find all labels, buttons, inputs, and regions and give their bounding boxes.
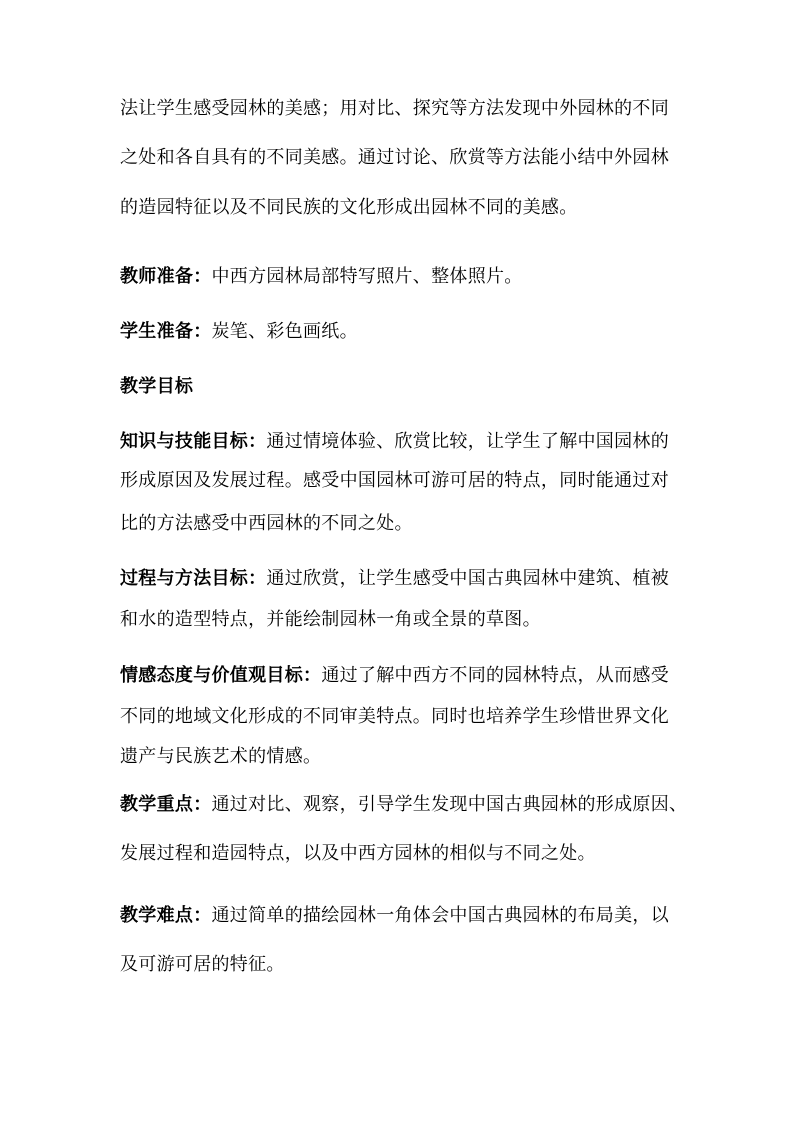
process-line-2: 和水的造型特点，并能绘制园林一角或全景的草图。 (120, 609, 541, 630)
process-label: 过程与方法目标： (120, 568, 267, 589)
difficulties-text-1: 通过简单的描绘园林一角体会中国古典园林的布局美，以 (211, 905, 669, 926)
teacher-prep-text: 中西方园林局部特写照片、整体照片。 (211, 266, 523, 287)
difficulties-line-1 (120, 904, 669, 928)
intro-line-3: 的造园特征以及不同民族的文化形成出园林不同的美感。 (120, 197, 578, 218)
key-points-label: 教学重点： (120, 794, 212, 815)
emotion-line-1 (120, 664, 669, 688)
difficulties-line-2: 及可游可居的特征。 (120, 954, 285, 975)
student-prep-label: 学生准备： (120, 321, 212, 342)
knowledge-line-1 (120, 430, 669, 454)
emotion-text-1: 通过了解中西方不同的园林特点，从而感受 (321, 665, 670, 686)
teacher-prep-label: 教师准备： (120, 266, 212, 287)
difficulties-label: 教学难点： (120, 905, 212, 926)
emotion-label: 情感态度与价值观目标： (120, 665, 322, 686)
process-text-1: 通过欣赏，让学生感受中国古典园林中建筑、植被 (266, 568, 670, 589)
student-prep-text: 炭笔、彩色画纸。 (211, 321, 358, 342)
student-prep (120, 320, 358, 344)
intro-line-1: 法让学生感受园林的美感；用对比、探究等方法发现中外园林的不同 (120, 98, 669, 119)
emotion-line-3: 遗产与民族艺术的情感。 (120, 746, 322, 767)
knowledge-line-2: 形成原因及发展过程。感受中国园林可游可居的特点，同时能通过对 (120, 470, 669, 491)
key-points-text-1: 通过对比、观察，引导学生发现中国古典园林的形成原因、 (211, 794, 688, 815)
emotion-line-2: 不同的地域文化形成的不同审美特点。同时也培养学生珍惜世界文化 (120, 706, 669, 727)
teacher-prep (120, 265, 523, 289)
process-line-1 (120, 567, 669, 591)
knowledge-line-3: 比的方法感受中西园林的不同之处。 (120, 513, 413, 534)
key-points-line-1 (120, 793, 687, 817)
intro-line-2: 之处和各自具有的不同美感。通过讨论、欣赏等方法能小结中外园林 (120, 147, 669, 168)
key-points-line-2: 发展过程和造园特点，以及中西方园林的相似与不同之处。 (120, 843, 596, 864)
knowledge-text-1: 通过情境体验、欣赏比较，让学生了解中国园林的 (266, 431, 670, 452)
knowledge-label: 知识与技能目标： (120, 431, 267, 452)
objectives-heading: 教学目标 (120, 376, 194, 397)
